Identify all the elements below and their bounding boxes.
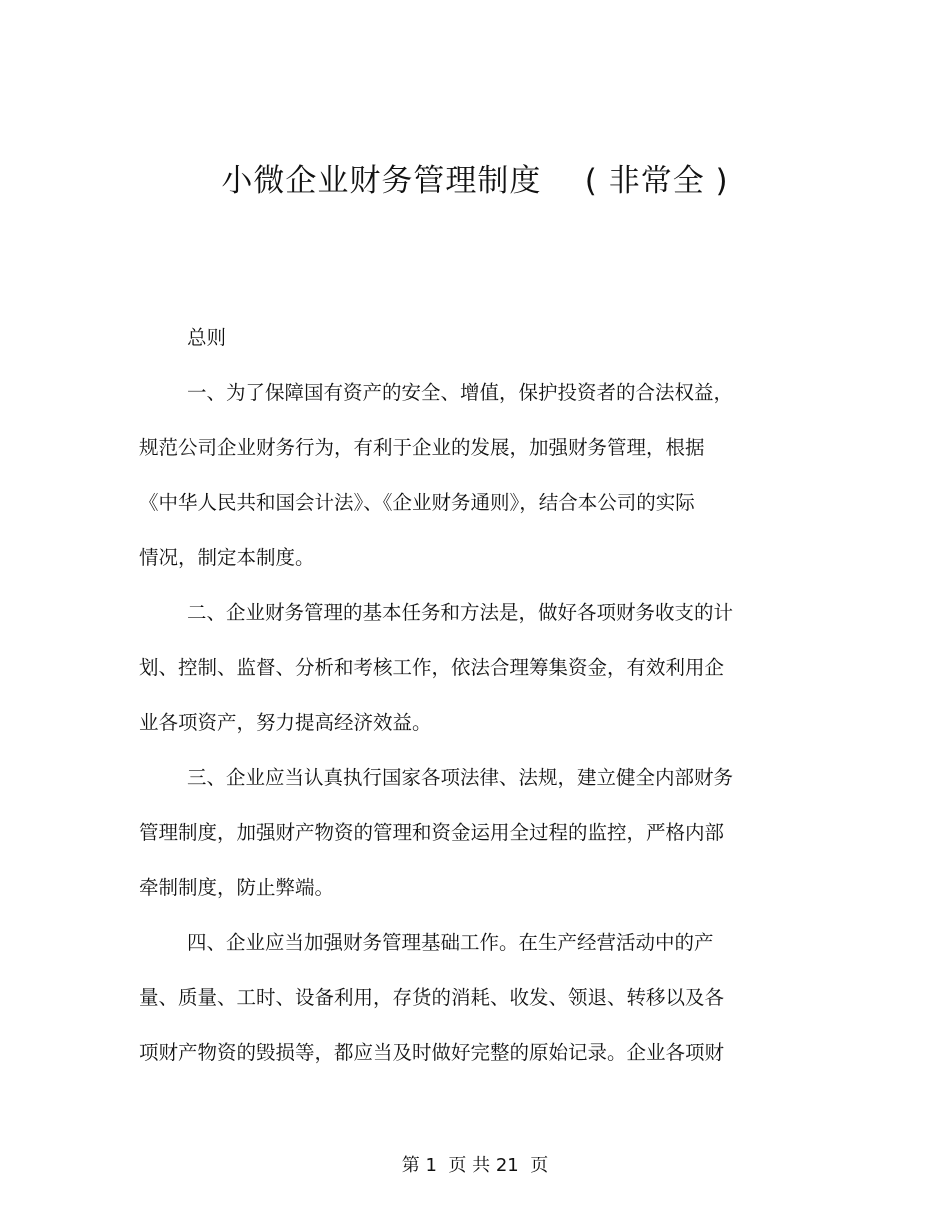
paragraph-2 xyxy=(139,585,769,750)
section-heading: 总则 xyxy=(187,326,227,349)
paragraph-line: 四、企业应当加强财务管理基础工作。在生产经营活动中的产 xyxy=(187,931,714,954)
paragraph-4 xyxy=(139,915,769,1080)
paragraph-line: 情况，制定本制度。 xyxy=(139,546,315,569)
paragraph-line: 牵制制度，防止弊端。 xyxy=(139,876,335,899)
paragraph-3 xyxy=(139,750,769,915)
paragraph-line: 二、企业财务管理的基本任务和方法是，做好各项财务收支的计 xyxy=(187,601,734,624)
page-number-footer: 第 1 页 共 21 页 xyxy=(401,1155,549,1176)
paragraph-line: 管理制度，加强财产物资的管理和资金运用全过程的监控，严格内部 xyxy=(139,821,725,844)
paragraph-line: 一、为了保障国有资产的安全、增值，保护投资者的合法权益， xyxy=(187,381,734,404)
document-body xyxy=(139,310,769,1080)
paragraph-line: 项财产物资的毁损等，都应当及时做好完整的原始记录。企业各项财 xyxy=(139,1041,725,1064)
document-title: 小微企业财务管理制度 ( 非常全 ) xyxy=(221,163,729,199)
paragraph-line: 业各项资产，努力提高经济效益。 xyxy=(139,711,432,734)
paragraph-line: 量、质量、工时、设备利用，存货的消耗、收发、领退、转移以及各 xyxy=(139,986,725,1009)
paragraph-1 xyxy=(139,365,769,585)
paragraph-line: 规范公司企业财务行为，有利于企业的发展，加强财务管理，根据 xyxy=(139,436,705,459)
paragraph-line: 划、控制、监督、分析和考核工作，依法合理筹集资金，有效利用企 xyxy=(139,656,725,679)
paragraph-line: 《中华人民共和国会计法》、《企业财务通则》，结合本公司的实际 xyxy=(139,491,695,514)
paragraph-line: 三、企业应当认真执行国家各项法律、法规，建立健全内部财务 xyxy=(187,766,734,789)
